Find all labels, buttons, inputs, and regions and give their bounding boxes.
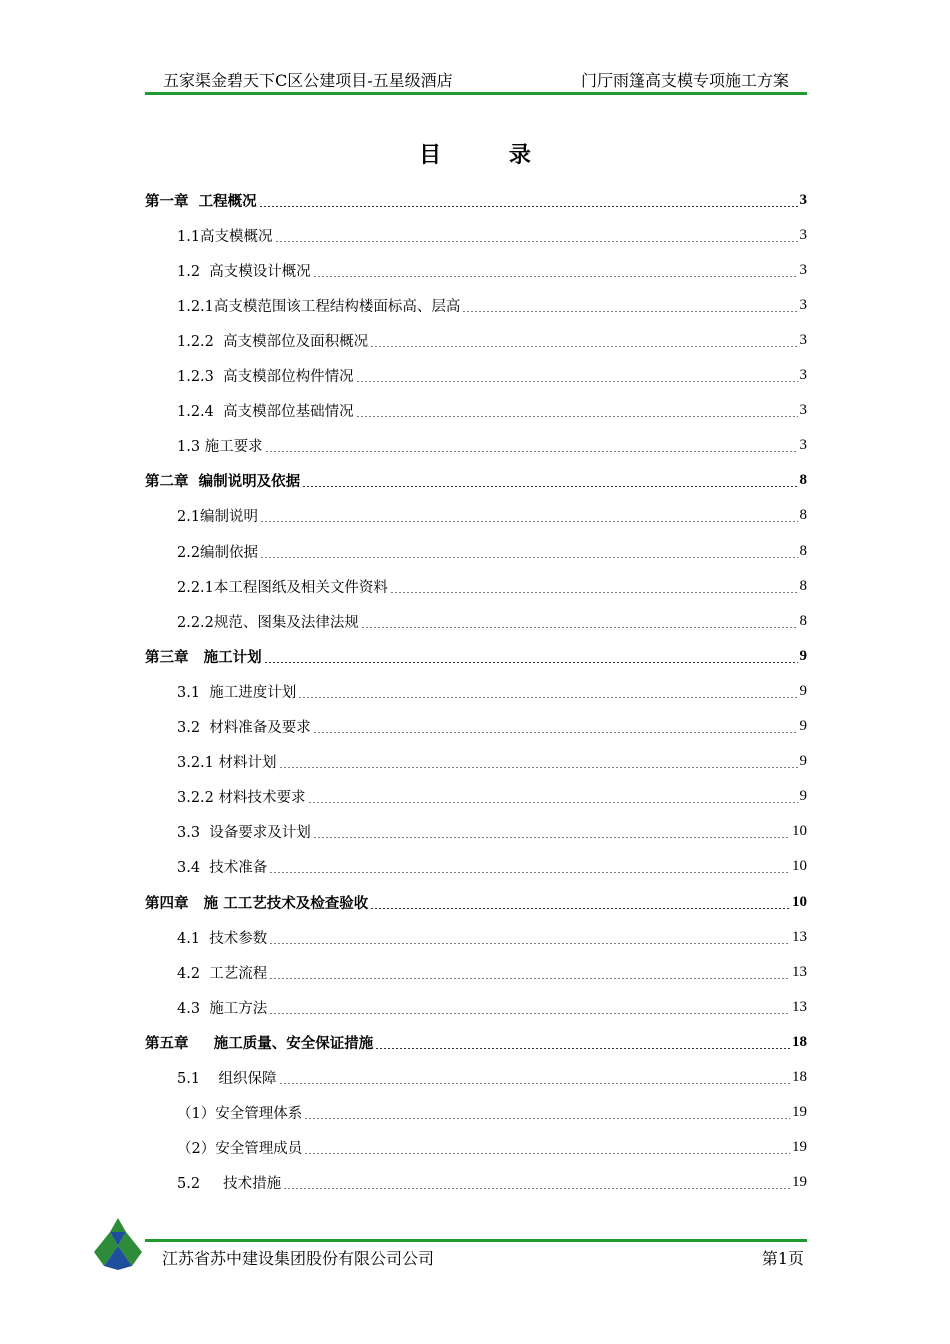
- toc-entry-page: 3: [799, 437, 807, 454]
- toc-section-entry[interactable]: [145, 393, 807, 429]
- toc-leader-dots: [308, 802, 798, 803]
- toc-section-entry[interactable]: [145, 989, 807, 1025]
- toc-entry-label: （2）安全管理成员: [177, 1141, 303, 1158]
- toc-leader-dots: [313, 276, 798, 277]
- toc-entry-label: 5.1 组织保障: [177, 1071, 277, 1087]
- toc-section-entry[interactable]: [145, 498, 807, 534]
- toc-leader-dots: [370, 908, 790, 909]
- toc-section-entry[interactable]: [145, 287, 807, 323]
- toc-leader-dots: [260, 557, 797, 558]
- toc-leader-dots: [356, 381, 798, 382]
- toc-leader-dots: [264, 662, 798, 663]
- toc-section-entry[interactable]: [145, 1165, 807, 1201]
- toc-chapter-entry[interactable]: [145, 182, 807, 218]
- toc-section-entry[interactable]: [145, 322, 807, 358]
- toc-entry-page: 9: [799, 753, 807, 770]
- toc-entry-page: 8: [799, 542, 807, 559]
- toc-entry-label: 1.2.4 高支模部位基础情况: [177, 404, 354, 421]
- toc-entry-page: 19: [792, 1104, 807, 1121]
- toc-entry-label: 5.2 技术措施: [177, 1176, 282, 1193]
- toc-entry-page: 8: [799, 507, 807, 524]
- toc-entry-label: 3.2 材料准备及要求: [177, 720, 311, 736]
- page-header: [145, 62, 807, 95]
- toc-entry-label: 4.1 技术参数: [177, 930, 268, 947]
- toc-entry-label: 第二章 编制说明及依据: [145, 474, 301, 491]
- toc-leader-dots: [279, 1083, 791, 1084]
- toc-entry-page: 13: [792, 998, 807, 1015]
- toc-entry-label: 4.2 工艺流程: [177, 965, 268, 982]
- toc-leader-dots: [269, 978, 790, 979]
- toc-leader-dots: [269, 1013, 790, 1014]
- toc-leader-dots: [313, 837, 790, 838]
- toc-section-entry[interactable]: [145, 217, 807, 253]
- toc-entry-page: 10: [792, 893, 807, 910]
- toc-section-entry[interactable]: [145, 428, 807, 464]
- toc-leader-dots: [298, 697, 797, 698]
- toc-leader-dots: [260, 521, 797, 522]
- toc-section-entry[interactable]: [145, 779, 807, 815]
- toc-entry-label: 1.2 高支模设计概况: [177, 263, 311, 280]
- toc-entry-page: 9: [799, 647, 807, 664]
- toc-leader-dots: [304, 1118, 790, 1119]
- toc-entry-label: 1.1高支模概况: [177, 228, 273, 245]
- toc-leader-dots: [265, 451, 798, 452]
- toc-entry-label: 第三章 施工计划: [145, 649, 262, 666]
- toc-entry-page: 3: [799, 296, 807, 313]
- toc-entry-page: 13: [792, 928, 807, 945]
- toc-section-entry[interactable]: [145, 849, 807, 885]
- toc-leader-dots: [302, 486, 797, 487]
- toc-entry-page: 10: [792, 858, 807, 875]
- toc-section-entry[interactable]: [145, 533, 807, 569]
- toc-entry-label: 3.3 设备要求及计划: [177, 825, 311, 842]
- toc-entry-label: 1.2.1高支模范围该工程结构楼面标高、层高: [177, 298, 461, 315]
- toc-leader-dots: [275, 241, 798, 242]
- toc-entry-page: 10: [792, 823, 807, 840]
- toc-leader-dots: [370, 346, 797, 347]
- toc-entry-label: 3.1 施工进度计划: [177, 684, 297, 701]
- toc-entry-page: 3: [799, 367, 807, 383]
- toc-entry-page: 8: [799, 472, 807, 489]
- toc-section-entry[interactable]: [145, 252, 807, 288]
- toc-section-entry[interactable]: [145, 1130, 807, 1166]
- toc-entry-page: 3: [799, 226, 807, 243]
- toc-section-entry[interactable]: [145, 603, 807, 639]
- toc-entry-page: 19: [792, 1139, 807, 1156]
- toc-section-entry[interactable]: [145, 919, 807, 955]
- toc-entry-page: 18: [792, 1069, 807, 1085]
- toc-entry-page: 9: [799, 788, 807, 805]
- toc-title: 目 录: [419, 142, 561, 168]
- toc-leader-dots: [375, 1048, 790, 1049]
- footer-divider: [145, 1239, 807, 1242]
- toc-leader-dots: [462, 311, 797, 312]
- toc-chapter-entry[interactable]: [145, 463, 807, 499]
- toc-entry-label: 第五章 施工质量、安全保证措施: [145, 1035, 374, 1052]
- toc-entry-page: 3: [799, 261, 807, 278]
- toc-entry-label: 2.2编制依据: [177, 544, 259, 561]
- toc-entry-page: 8: [799, 577, 807, 594]
- toc-leader-dots: [259, 206, 798, 207]
- footer-company: 江苏省苏中建设集团股份有限公司公司: [162, 1249, 435, 1268]
- toc-entry-label: 4.3 施工方法: [177, 1000, 268, 1017]
- toc-section-entry[interactable]: [145, 1095, 807, 1131]
- toc-leader-dots: [269, 872, 790, 873]
- toc-entry-label: 3.2.1 材料计划: [177, 755, 277, 772]
- toc-entry-page: 3: [799, 331, 807, 348]
- toc-section-entry[interactable]: [145, 673, 807, 709]
- toc-leader-dots: [279, 767, 798, 768]
- toc-entry-label: 2.1编制说明: [177, 509, 259, 526]
- toc-section-entry[interactable]: [145, 814, 807, 850]
- toc-entry-label: 1.2.2 高支模部位及面积概况: [177, 333, 369, 350]
- toc-entry-page: 9: [799, 718, 807, 734]
- toc-leader-dots: [390, 592, 798, 593]
- toc-leader-dots: [269, 943, 790, 944]
- toc-entry-page: 13: [792, 963, 807, 980]
- toc-entry-label: 2.2.2规范、图集及法律法规: [177, 614, 359, 631]
- toc-section-entry[interactable]: [145, 744, 807, 780]
- toc-chapter-entry[interactable]: [145, 884, 807, 920]
- toc-leader-dots: [361, 627, 798, 628]
- footer-page-number: 第1页: [761, 1249, 804, 1268]
- toc-entry-label: 1.3 施工要求: [177, 439, 263, 456]
- toc-entry-label: 3.4 技术准备: [177, 860, 268, 877]
- header-project-title: 五家渠金碧天下C区公建项目-五星级酒店: [163, 71, 453, 90]
- toc-entry-page: 3: [799, 402, 807, 419]
- toc-leader-dots: [356, 416, 798, 417]
- company-logo-icon: [92, 1216, 144, 1272]
- toc-entry-page: 9: [799, 682, 807, 699]
- toc-chapter-entry[interactable]: [145, 1024, 807, 1060]
- toc-entry-page: 18: [792, 1033, 807, 1050]
- toc-chapter-entry[interactable]: [145, 638, 807, 674]
- toc-entry-label: 第一章 工程概况: [145, 193, 257, 210]
- toc-entry-label: （1）安全管理体系: [177, 1106, 303, 1123]
- toc-entry-label: 2.2.1本工程图纸及相关文件资料: [177, 579, 388, 596]
- toc-entry-label: 第四章 施 工工艺技术及检查验收: [145, 895, 369, 912]
- toc-section-entry[interactable]: [145, 1060, 807, 1096]
- toc-section-entry[interactable]: [145, 709, 807, 745]
- toc-section-entry[interactable]: [145, 568, 807, 604]
- toc-entry-page: 8: [799, 612, 807, 629]
- toc-section-entry[interactable]: [145, 358, 807, 394]
- toc-entry-label: 1.2.3 高支模部位构件情况: [177, 369, 354, 385]
- toc-section-entry[interactable]: [145, 954, 807, 990]
- header-document-title: 门厅雨篷高支模专项施工方案: [580, 71, 789, 90]
- toc-entry-page: 3: [799, 191, 807, 208]
- toc-leader-dots: [304, 1153, 790, 1154]
- toc-leader-dots: [283, 1188, 790, 1189]
- toc-leader-dots: [313, 732, 798, 733]
- toc-entry-label: 3.2.2 材料技术要求: [177, 790, 306, 807]
- toc-entry-page: 19: [792, 1174, 807, 1191]
